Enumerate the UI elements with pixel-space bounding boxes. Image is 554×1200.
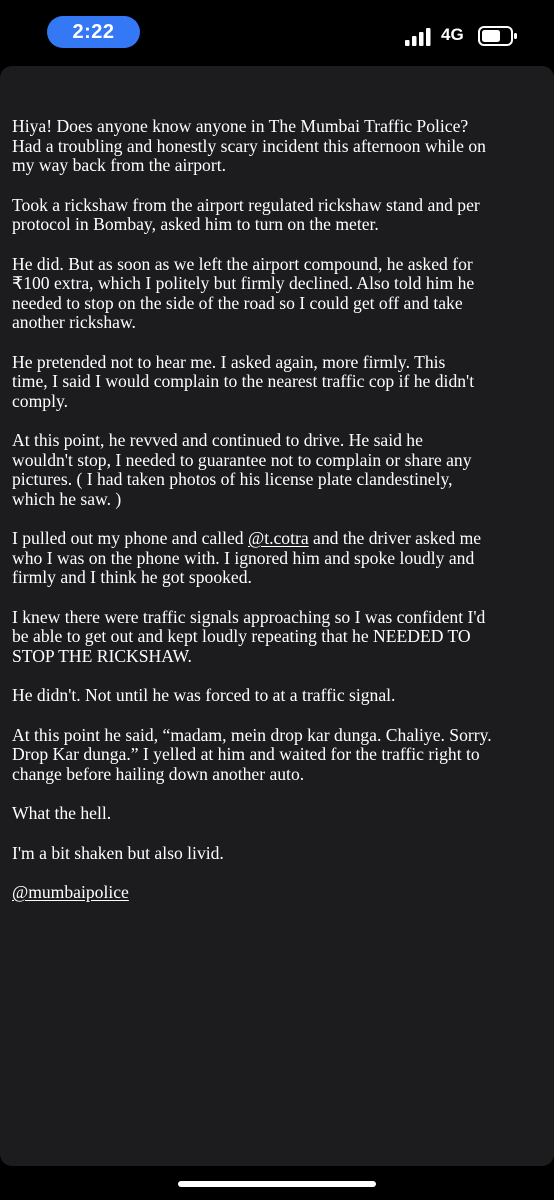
paragraph-revved: At this point, he revved and continued to drive. He said he wouldn't stop, I needed to guarantee not to complain or share any pictures. ( I had taken photos of his license plate clandestinely, which he saw. ) <box>12 430 472 509</box>
paragraph-extra-fare: He did. But as soon as we left the airport compound, he asked for ₹100 extra, which I politely but firmly declined. Also told him he needed to stop on the side of the road so I could get off and take another rickshaw. <box>12 253 475 332</box>
paragraph-didnt: He didn't. Not until he was forced to at a traffic signal. <box>12 685 396 705</box>
post-body <box>12 117 552 923</box>
paragraph-madam: At this point he said, “madam, mein drop kar dunga. Chaliye. Sorry. Drop Kar dunga.” I yelled at him and waited for the traffic right to change before hailing down another auto. <box>12 724 492 784</box>
status-bar <box>0 0 554 66</box>
cellular-signal-icon <box>405 28 431 46</box>
paragraph-closing <box>12 883 552 903</box>
paragraph-phone-call <box>12 529 552 588</box>
paragraph-what-the-hell: What the hell. <box>12 803 112 823</box>
paragraph-signals: I knew there were traffic signals approaching so I was confident I'd be able to get out and kept loudly repeating that he NEEDED TO STOP THE RICKSHAW. <box>12 606 486 666</box>
mention-tcotra[interactable]: @t.cotra <box>248 528 309 548</box>
network-type: 4G <box>441 25 464 44</box>
paragraph-pretended: He pretended not to hear me. I asked again, more firmly. This time, I said I would complain to the nearest traffic cop if he didn't comply. <box>12 351 475 411</box>
home-indicator[interactable] <box>178 1181 376 1187</box>
status-time: 2:22 <box>72 20 115 43</box>
paragraph-intro: Hiya! Does anyone know anyone in The Mumbai Traffic Police? Had a troubling and honestly scary incident this afternoon while on my way back from the airport. <box>12 116 486 175</box>
call-text-before: I pulled out my phone and called <box>12 528 248 548</box>
call-text-after: and the driver asked me who I was on the phone with. I ignored him and spoke loudly and firmly and I think he got spooked. <box>12 528 482 587</box>
paragraph-rickshaw: Took a rickshaw from the airport regulated rickshaw stand and per protocol in Bombay, asked him to turn on the meter. <box>12 194 480 234</box>
paragraph-shaken: I'm a bit shaken but also livid. <box>12 842 224 863</box>
battery-icon <box>478 26 518 46</box>
mention-mumbaipolice[interactable]: @mumbaipolice <box>12 882 129 902</box>
time-pill[interactable] <box>47 16 140 48</box>
